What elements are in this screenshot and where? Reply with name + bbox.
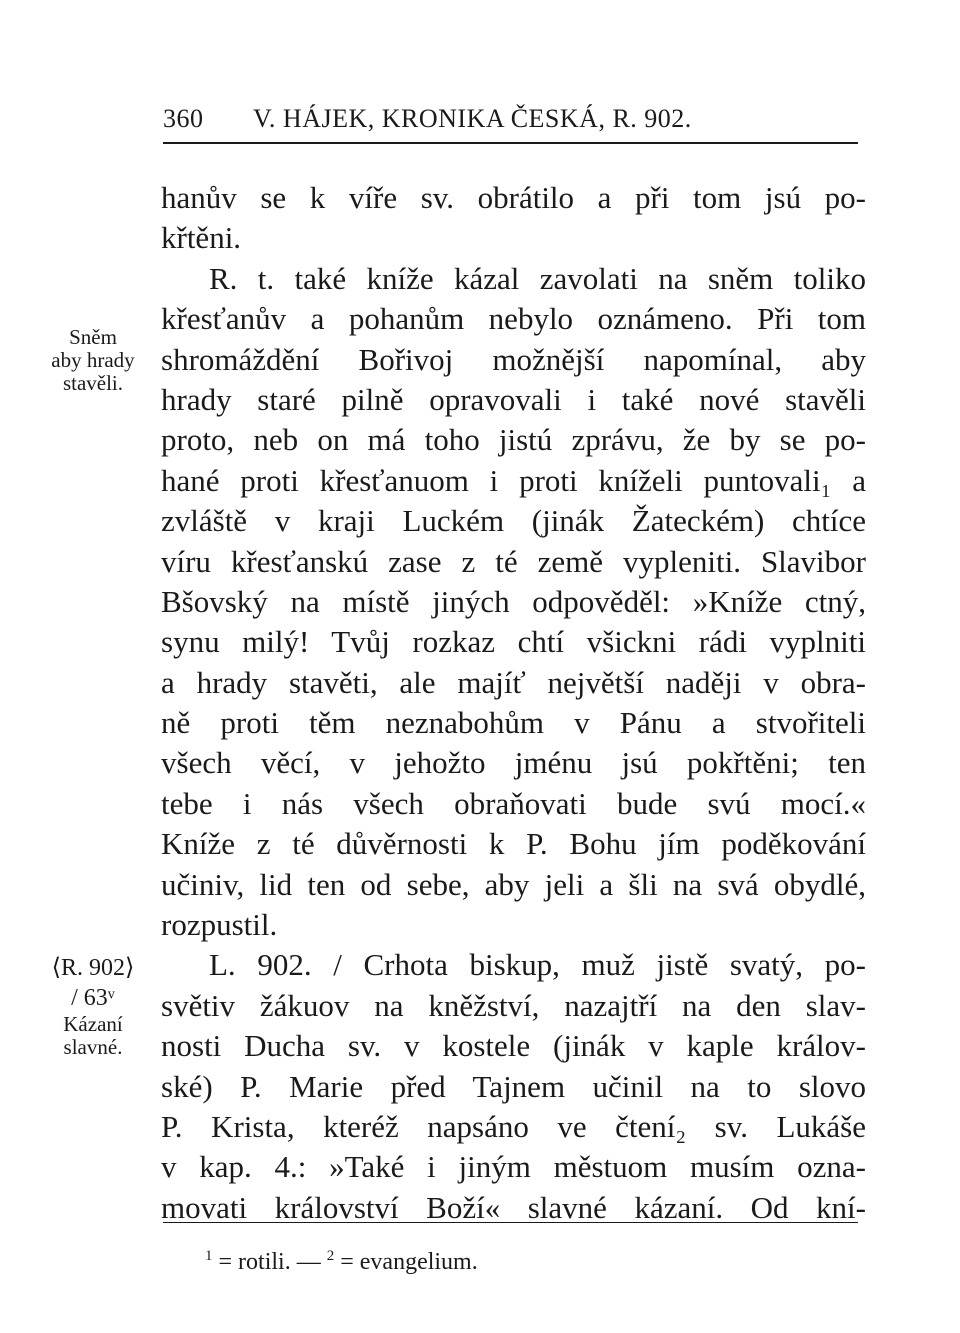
margin-note-line: / 63ᵛ: [71, 985, 115, 1011]
text-line: křesťanův a pohanům nebylo oznámeno. Při tom: [161, 301, 866, 337]
page-header: [163, 98, 863, 138]
text-line: movati království Boží« slavné kázaní. Od kní-: [161, 1189, 866, 1225]
text-line: světiv žákuov na kněžství, nazajtří na den slav-: [161, 987, 866, 1023]
text-line: a hrady stavěti, ale majíť největší naději v obra-: [161, 664, 866, 700]
footnotes: [205, 1240, 484, 1278]
text-line: P. Krista, kteréž napsáno ve čtení₂ sv. Lukáše: [161, 1108, 866, 1144]
text-line: hrady staré pilně opravovali i také nové stavěli: [161, 381, 866, 417]
footnote-rule: [163, 1222, 858, 1223]
main-text: [161, 178, 866, 1228]
text-line: v kap. 4.: »Také i jiným městuom musím ozna-: [161, 1149, 866, 1185]
text-line: všech věcí, v jehožto jménu jsú pokřtěni; ten: [161, 745, 866, 781]
margin-note-snem: [28, 326, 158, 395]
footnote-marker: 2: [326, 1248, 335, 1264]
footnote-separator: —: [296, 1249, 321, 1275]
margin-note-line: ⟨R. 902⟩: [51, 955, 135, 981]
footnote-marker: 1: [205, 1248, 213, 1264]
text-line: synu milý! Tvůj rozkaz chtí všickni rádi vyplniti: [161, 624, 866, 660]
margin-note-kazani: [28, 953, 158, 1059]
text-line: proto, neb on má toho jistú zprávu, že by se po-: [161, 422, 866, 458]
text-line: učiniv, lid ten od sebe, aby jeli a šli na svá obydlé,: [161, 866, 866, 902]
text-line: Kníže z té důvěrnosti k P. Bohu jím poděkování: [161, 826, 866, 862]
text-line: rozpustil.: [161, 907, 278, 943]
margin-note-line: Kázaní: [63, 1012, 123, 1036]
margin-note-line: Sněm: [69, 325, 117, 349]
text-line: hané proti křesťanuom i proti kníželi puntovali₁ a: [161, 462, 866, 498]
footnote-text: evangelium.: [359, 1249, 478, 1275]
footnote-text: rotili.: [238, 1249, 291, 1275]
text-line: víru křesťanskú zase z té země vypleniti. Slavibor: [161, 543, 866, 579]
text-line: hanův se k víře sv. obrátilo a při tom jsú po-: [161, 180, 866, 215]
text-line: ské) P. Marie před Tajnem učinil na to slovo: [161, 1068, 866, 1104]
running-title: V. HÁJEK, KRONIKA ČESKÁ, R. 902.: [253, 104, 692, 133]
footnote-equals: =: [340, 1249, 354, 1275]
text-line: zvláště v kraji Luckém (jinák Žateckém) chtíce: [161, 503, 866, 539]
text-line: shromáždění Bořivoj možnější napomínal, aby: [161, 341, 866, 377]
margin-note-line: stavěli.: [62, 371, 124, 395]
footnote-equals: =: [218, 1249, 233, 1275]
text-line: křtěni.: [161, 220, 242, 256]
margin-note-line: aby hrady: [51, 348, 135, 372]
text-line: L. 902. / Crhota biskup, muž jistě svatý, po-: [209, 947, 866, 983]
page-number: 360: [163, 104, 204, 133]
header-rule: [163, 142, 858, 144]
text-line: Bšovský na místě jiných odpověděl: »Kníže ctný,: [161, 583, 866, 619]
text-line: tebe i nás všech obraňovati bude svú mocí.«: [161, 785, 866, 821]
text-line: R. t. také kníže kázal zavolati na sněm toliko: [209, 260, 866, 296]
text-line: nosti Ducha sv. v kostele (jinák v kaple králov-: [161, 1028, 866, 1064]
text-line: ně proti těm neznabohům v Pánu a stvořiteli: [161, 705, 866, 741]
margin-note-line: slavné.: [63, 1035, 123, 1059]
